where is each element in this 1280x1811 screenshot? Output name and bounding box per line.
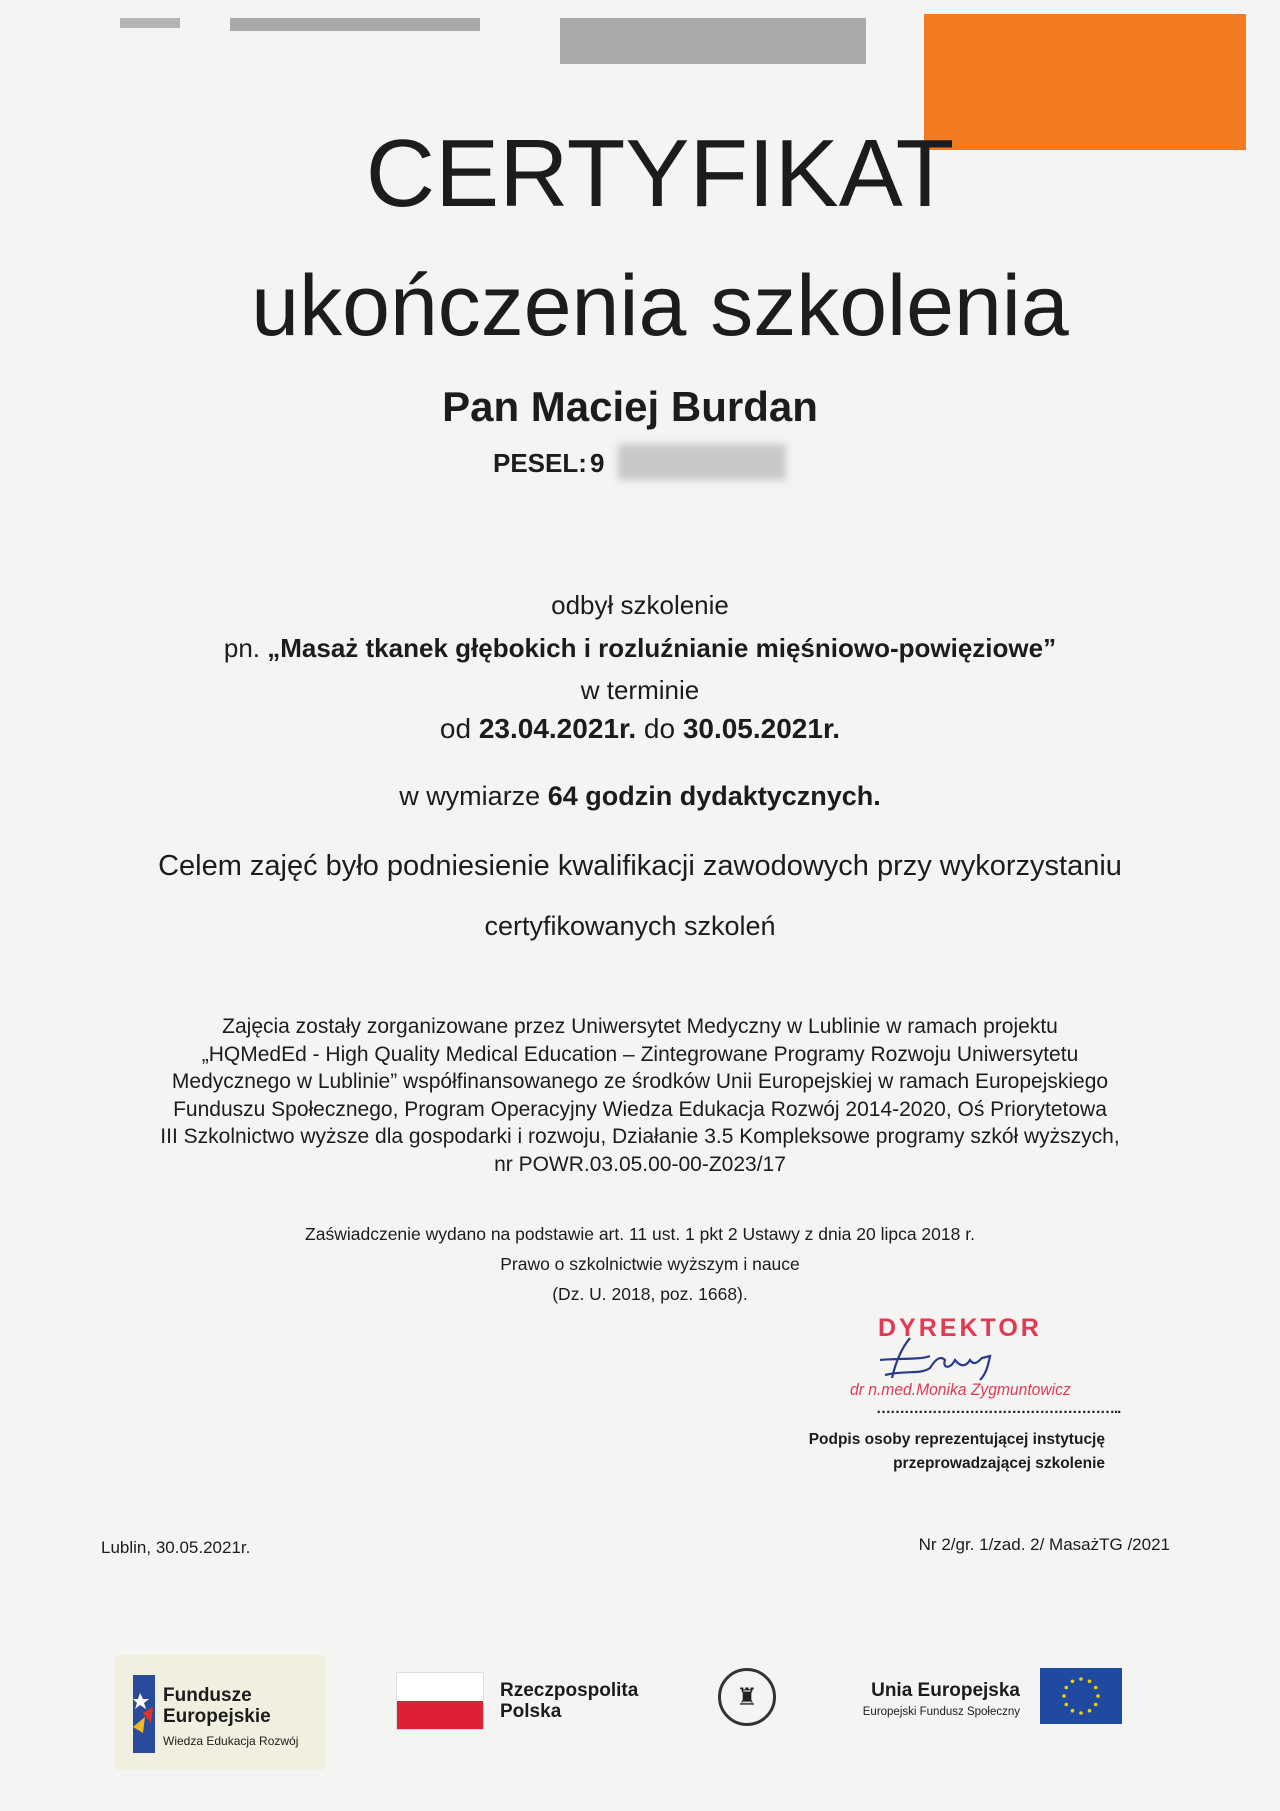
goal-line-1: Celem zajęć było podniesienie kwalifikacji zawodowych przy wykorzystaniu <box>158 850 1122 882</box>
eu-star <box>1071 1709 1075 1713</box>
eu-star <box>1079 1677 1083 1681</box>
logo-rp-text <box>500 1680 638 1722</box>
eu-star <box>1088 1679 1092 1683</box>
date-line <box>0 713 1280 745</box>
signature-caption <box>809 1428 1105 1476</box>
seal-eagle: ♜ <box>736 1683 758 1711</box>
eu-star <box>1079 1711 1083 1715</box>
course-name: „Masaż tkanek głębokich i rozluźnianie mięśniowo-powięziowe” <box>267 633 1057 663</box>
project-line: Medycznego w Lublinie” współfinansowanego ze środków Unii Europejskiej w ramach Europejskiego <box>171 1070 1109 1093</box>
rp-line-1: Rzeczpospolita <box>500 1680 639 1701</box>
date-from-prefix: od <box>439 713 479 744</box>
rp-line-2: Polska <box>500 1701 562 1722</box>
logo-ue-text <box>863 1680 1020 1718</box>
stamp-name: dr n.med.Monika Zygmuntowicz <box>850 1380 1071 1399</box>
line-term: w terminie <box>580 675 700 705</box>
fe-line-3: Wiedza Edukacja Rozwój <box>163 1734 299 1748</box>
decor-bar-left <box>230 18 480 31</box>
decor-bar-small <box>120 18 180 28</box>
goal-line-2: certyfikowanych szkoleń <box>484 911 776 941</box>
ue-line-2: Europejski Fundusz Społeczny <box>862 1706 1020 1718</box>
certificate-number: Nr 2/gr. 1/zad. 2/ MasażTG /2021 <box>918 1535 1170 1554</box>
signature-dots: …………………………………………….. <box>876 1400 1121 1417</box>
eu-star <box>1094 1703 1098 1707</box>
eu-star <box>1062 1694 1066 1698</box>
legal-paragraph <box>90 1219 1190 1309</box>
eu-star <box>1064 1703 1068 1707</box>
caption-line-2: przeprowadzającej szkolenie <box>893 1455 1105 1472</box>
certificate-title: CERTYFIKAT <box>365 120 955 227</box>
date-mid: do <box>636 713 683 744</box>
legal-line: (Dz. U. 2018, poz. 1668). <box>552 1284 748 1304</box>
certificate-subtitle: ukończenia szkolenia <box>251 258 1069 354</box>
date-to: 30.05.2021r. <box>682 713 841 744</box>
fe-line-2: Europejskie <box>163 1706 271 1727</box>
eu-star <box>1071 1679 1075 1683</box>
hours-line <box>0 781 1280 812</box>
project-line: Zajęcia zostały zorganizowane przez Uniwersytet Medyczny w Lublinie w ramach projektu <box>222 1015 1058 1038</box>
project-line: nr POWR.03.05.00-00-Z023/17 <box>494 1152 786 1176</box>
eu-star <box>1064 1686 1068 1690</box>
project-line: Funduszu Społecznego, Program Operacyjny Wiedza Edukacja Rozwój 2014-2020, Oś Priorytetowa <box>173 1097 1107 1121</box>
eu-flag-icon <box>1040 1668 1122 1724</box>
project-line: III Szkolnictwo wyższe dla gospodarki i rozwoju, Działanie 3.5 Kompleksowe programy szkół wyższych, <box>160 1125 1120 1148</box>
project-line: „HQMedEd - High Quality Medical Education – Zintegrowane Programy Rozwoju Uniwersytetu <box>201 1042 1079 1066</box>
line-completed: odbył szkolenie <box>551 590 729 620</box>
legal-line: Zaświadczenie wydano na podstawie art. 11 ust. 1 pkt 2 Ustawy z dnia 20 lipca 2018 r. <box>305 1224 975 1244</box>
stamp-title: DYREKTOR <box>878 1314 1042 1342</box>
recipient-name: Pan Maciej Burdan <box>442 383 818 430</box>
eu-star <box>1096 1694 1100 1698</box>
project-paragraph <box>90 1013 1190 1178</box>
legal-line: Prawo o szkolnictwie wyższym i nauce <box>500 1254 800 1274</box>
eu-star <box>1094 1686 1098 1690</box>
caption-line-1: Podpis osoby reprezentującej instytucję <box>808 1431 1105 1448</box>
pesel-value: 9 <box>590 448 605 478</box>
course-prefix: pn. <box>223 633 268 663</box>
pesel-label: PESEL: <box>493 448 587 478</box>
hours-prefix: w wymiarze <box>399 781 548 811</box>
handwritten-signature <box>870 1330 1010 1385</box>
decor-bar-mid <box>560 18 866 64</box>
polish-flag-icon <box>396 1672 484 1730</box>
ue-line-1: Unia Europejska <box>871 1680 1020 1701</box>
eu-star <box>1088 1709 1092 1713</box>
place-date: Lublin, 30.05.2021r. <box>101 1538 251 1557</box>
um-lublin-seal-icon <box>718 1668 776 1726</box>
logo-fundusze-europejskie <box>115 1655 325 1770</box>
course-line <box>0 633 1280 664</box>
fe-line-1: Fundusze <box>163 1685 252 1706</box>
pesel-redaction <box>618 444 786 480</box>
date-from: 23.04.2021r. <box>478 713 637 744</box>
fe-emblem-icon <box>133 1675 155 1753</box>
hours-value: 64 godzin dydaktycznych. <box>547 781 881 811</box>
